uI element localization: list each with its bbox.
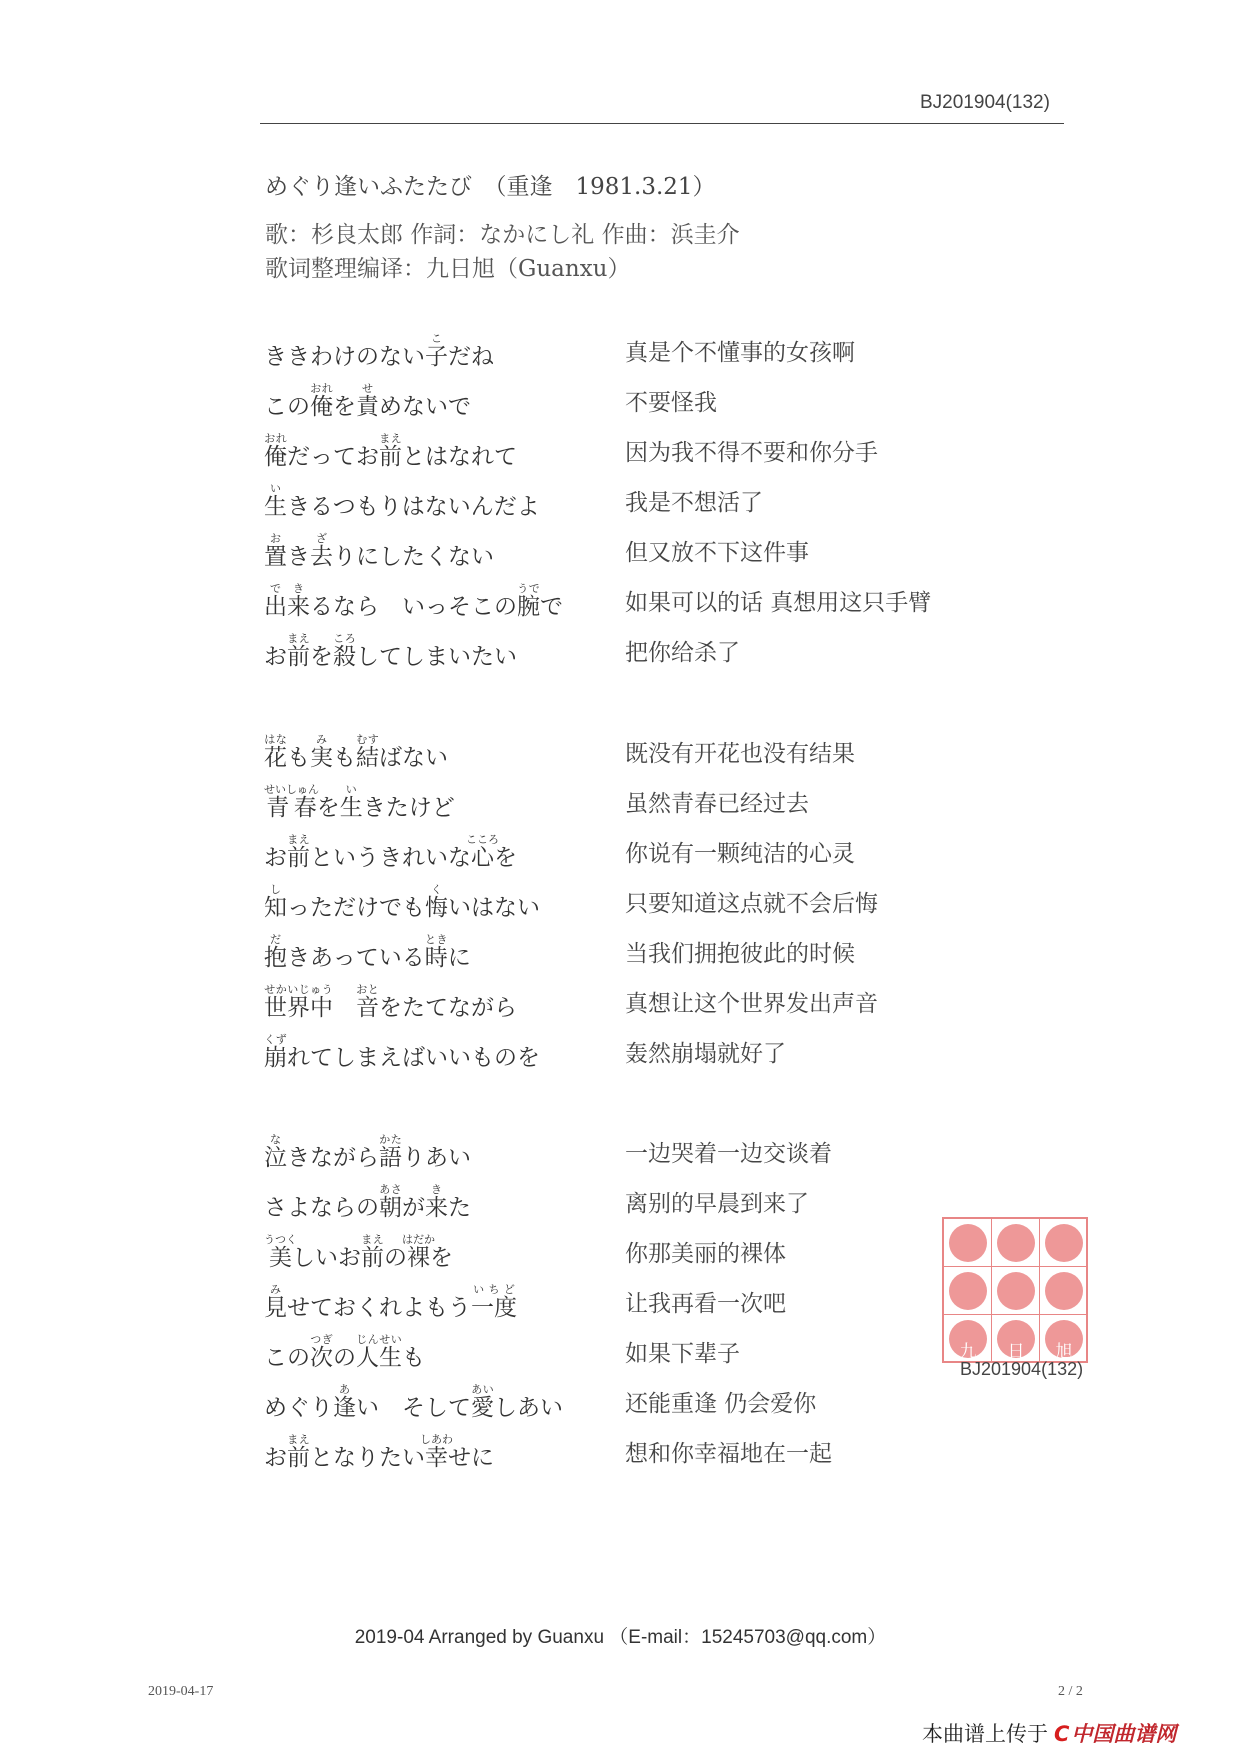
lyric-jp-line: 抱だきあっている時ときに [264, 933, 471, 971]
lyric-jp-line: この俺おれを責せめないで [264, 382, 471, 420]
page-number: 2 / 2 [1058, 1684, 1083, 1699]
lyric-cn-line: 不要怪我 [625, 390, 717, 416]
lyric-jp-line: 出で来きるなら いっそこの腕うでで [264, 582, 563, 620]
site-logo-icon: C [1054, 1722, 1070, 1746]
site-logo-text: 中国曲谱网 [1071, 1722, 1177, 1746]
lyric-cn-line: 让我再看一次吧 [625, 1291, 786, 1317]
seal-cell [1040, 1219, 1088, 1267]
seal-code: BJ201904(132) [960, 1359, 1084, 1379]
seal-cell [944, 1267, 992, 1315]
seal-cell [1040, 1315, 1088, 1363]
lyric-jp-line: 知しっただけでも悔くいはない [264, 883, 540, 921]
lyric-jp-line: 花はなも実みも結むすばない [264, 733, 448, 771]
credits-line-arranger: 歌词整理编译：九日旭（Guanxu） [265, 256, 631, 282]
lyric-cn-line: 如果可以的话 真想用这只手臂 [625, 590, 932, 616]
lyric-cn-line: 离别的早晨到来了 [625, 1191, 809, 1217]
lyric-jp-line: 美うつくしいお前まえの裸はだかを [264, 1233, 453, 1271]
site-logo[interactable] [1054, 1718, 1176, 1748]
lyric-cn-line: 我是不想活了 [625, 490, 763, 516]
seal-dot [1045, 1224, 1083, 1262]
lyric-cn-line: 把你给杀了 [625, 640, 740, 666]
lyric-cn-line: 虽然青春已经过去 [625, 791, 809, 817]
lyric-jp-line: 青春せいしゅんを生いきたけど [264, 783, 455, 821]
lyric-cn-line: 你那美丽的裸体 [625, 1241, 786, 1267]
lyric-cn-line: 但又放不下这件事 [625, 540, 809, 566]
seal-char: 日 [1007, 1342, 1025, 1362]
lyric-jp-line: お前まえを殺ころしてしまいたい [264, 632, 517, 670]
lyric-jp-line: 生いきるつもりはないんだよ [264, 482, 540, 520]
seal-cell [992, 1315, 1040, 1363]
lyric-jp-line: 俺おれだってお前まえとはなれて [264, 432, 517, 470]
lyric-jp-line: 見みせておくれよもう一度いちど [264, 1283, 517, 1321]
header-rule [260, 123, 1064, 124]
lyric-jp-line: お前まえというきれいな心こころを [264, 833, 517, 871]
lyric-jp-line: 泣なきながら語かたりあい [264, 1133, 471, 1171]
lyric-jp-line: 崩くずれてしまえばいいものを [264, 1033, 540, 1071]
seal-char: 旭 [1055, 1342, 1073, 1362]
arranged-by-footer: 2019-04 Arranged by Guanxu （E-mail：15245703@qq.com） [354, 1627, 887, 1648]
seal-cell [992, 1267, 1040, 1315]
lyric-jp-line: めぐり逢あい そして愛あいしあい [264, 1383, 563, 1421]
lyric-jp-line: ききわけのない子こだね [264, 332, 494, 370]
lyric-jp-line: この次つぎの人生じんせいも [264, 1333, 425, 1371]
lyric-cn-line: 真想让这个世界发出声音 [625, 991, 878, 1017]
seal-dot [949, 1272, 987, 1310]
seal-dot [1045, 1272, 1083, 1310]
seal-dot [997, 1224, 1035, 1262]
seal-cell [944, 1315, 992, 1363]
lyric-cn-line: 只要知道这点就不会后悔 [625, 891, 878, 917]
seal-stamp [942, 1217, 1088, 1363]
lyric-jp-line: お前まえとなりたい幸しあわせに [264, 1433, 494, 1471]
seal-cell [944, 1219, 992, 1267]
seal-cell [1040, 1267, 1088, 1315]
lyric-cn-line: 如果下辈子 [625, 1341, 740, 1367]
lyric-jp-line: 置おき去ざりにしたくない [264, 532, 494, 570]
lyric-cn-line: 一边哭着一边交谈着 [625, 1141, 832, 1167]
lyric-cn-line: 真是个不懂事的女孩啊 [625, 340, 855, 366]
credits-line-artists: 歌：杉良太郎 作詞：なかにし礼 作曲：浜圭介 [265, 222, 740, 248]
upload-text: 本曲谱上传于 [922, 1722, 1048, 1746]
seal-dot [949, 1224, 987, 1262]
credits [265, 218, 740, 286]
lyric-cn-line: 还能重逢 仍会爱你 [625, 1391, 817, 1417]
seal-cell [992, 1219, 1040, 1267]
song-title: めぐり逢いふたたび （重逢 1981.3.21） [265, 174, 716, 200]
lyric-cn-line: 你说有一颗纯洁的心灵 [625, 841, 855, 867]
upload-notice [922, 1718, 1176, 1748]
lyric-cn-line: 既没有开花也没有结果 [625, 741, 855, 767]
print-date: 2019-04-17 [148, 1684, 214, 1699]
seal-char: 九 [959, 1342, 977, 1362]
document-code: BJ201904(132) [920, 92, 1050, 113]
lyric-jp-line: さよならの朝あさが来きた [264, 1183, 471, 1221]
lyric-jp-line: 世界中せかいじゅう 音おとをたてながら [264, 983, 517, 1021]
lyric-cn-line: 想和你幸福地在一起 [625, 1441, 832, 1467]
lyric-cn-line: 因为我不得不要和你分手 [625, 440, 878, 466]
lyric-cn-line: 轰然崩塌就好了 [625, 1041, 786, 1067]
seal-dot [997, 1272, 1035, 1310]
lyric-cn-line: 当我们拥抱彼此的时候 [625, 941, 855, 967]
